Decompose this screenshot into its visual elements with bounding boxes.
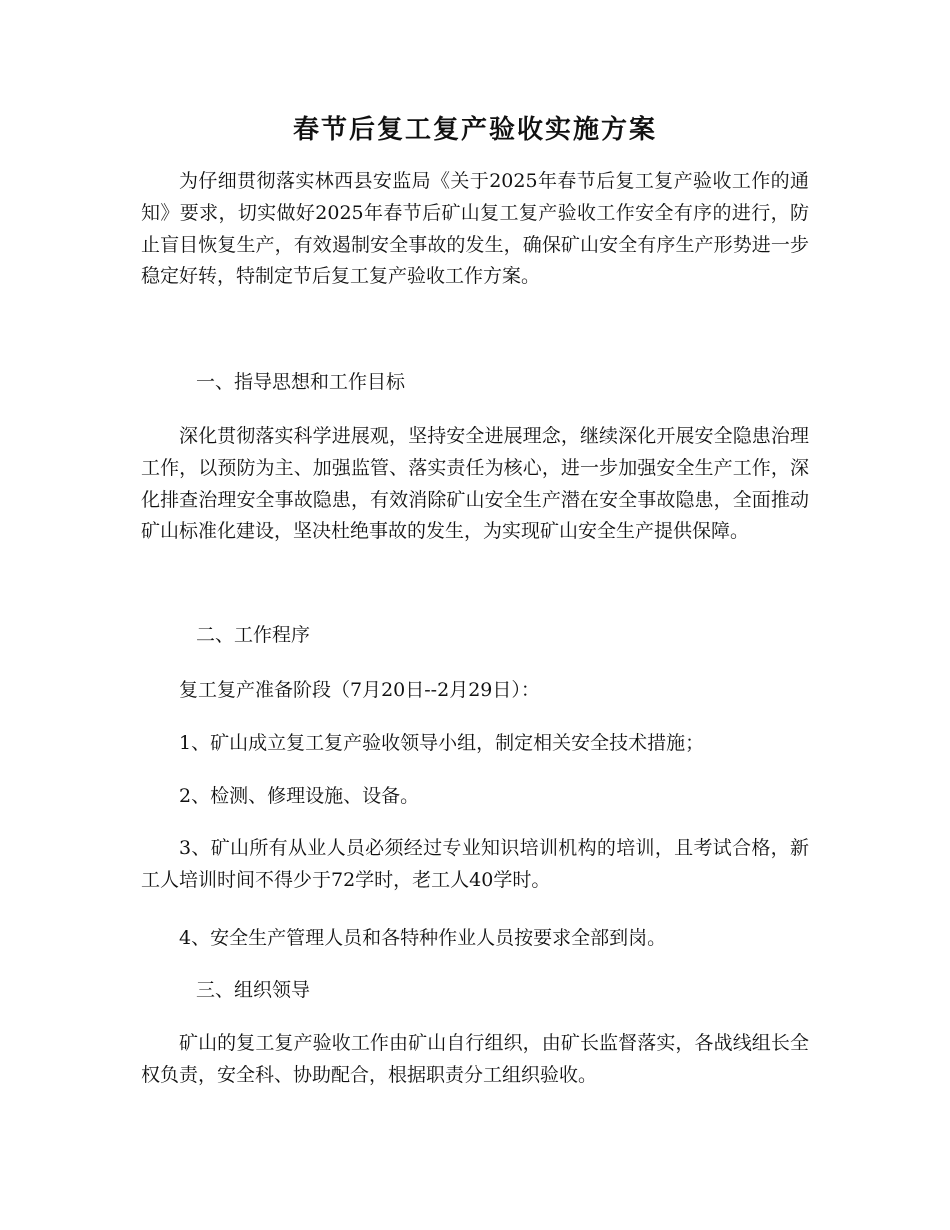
document-title: 春节后复工复产验收实施方案 [292,115,657,145]
section2-item-4: 4、安全生产管理人员和各特种作业人员按要求全部到岗。 [179,927,667,949]
section2-item-3: 3、矿山所有从业人员必须经过专业知识培训机构的培训，且考试合格，新工人培训时间不得少于72学时，老工人40学时。 [141,837,809,891]
section1-heading: 一、指导思想和工作目标 [196,371,406,393]
section2-item-1: 1、矿山成立复工复产验收领导小组，制定相关安全技术措施； [179,732,705,754]
section2-item-2: 2、检测、修理设施、设备。 [179,785,420,807]
section3-body: 矿山的复工复产验收工作由矿山自行组织，由矿长监督落实，各战线组长全权负责，安全科、协助配合，根据职责分工组织验收。 [141,1032,809,1086]
section2-stage: 复工复产准备阶段（7月20日--2月29日）： [179,679,540,701]
intro-paragraph: 为仔细贯彻落实林西县安监局《关于2025年春节后复工复产验收工作的通知》要求，切实做好2025年春节后矿山复工复产验收工作安全有序的进行，防止盲目恢复生产，有效遏制安全事故的发生，确保矿山安全有序生产形势进一步稳定好转，特制定节后复工复产验收工作方案。 [141,170,809,288]
section3-heading: 三、组织领导 [196,979,311,1001]
section2-heading: 二、工作程序 [196,624,311,646]
section1-body: 深化贯彻落实科学进展观，坚持安全进展理念，继续深化开展安全隐患治理工作，以预防为主、加强监管、落实责任为核心，进一步加强安全生产工作，深化排查治理安全事故隐患，有效消除矿山安全生产潜在安全事故隐患，全面推动矿山标准化建设，坚决杜绝事故的发生，为实现矿山安全生产提供保障。 [141,425,809,543]
